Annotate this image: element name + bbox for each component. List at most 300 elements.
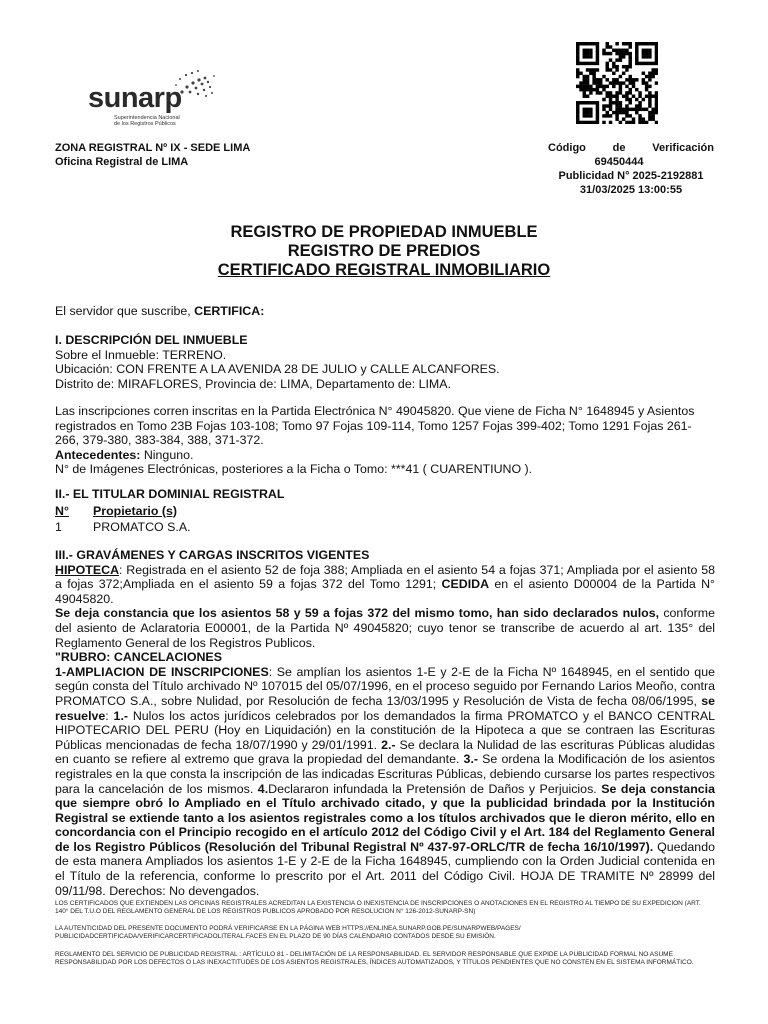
qr-module bbox=[619, 111, 622, 114]
header-left bbox=[55, 141, 250, 169]
qr-module bbox=[645, 121, 648, 124]
qr-module bbox=[576, 72, 579, 75]
qr-module bbox=[615, 101, 618, 104]
owner-col-name: Propietario (s) bbox=[93, 503, 177, 518]
qr-module bbox=[589, 42, 592, 45]
qr-module bbox=[625, 68, 628, 71]
qr-module bbox=[632, 108, 635, 111]
qr-module bbox=[645, 81, 648, 84]
qr-module bbox=[622, 111, 625, 114]
item-2-number: 2.- bbox=[381, 737, 396, 752]
qr-module bbox=[586, 121, 589, 124]
qr-module bbox=[609, 81, 612, 84]
qr-module bbox=[576, 68, 579, 71]
qr-module bbox=[628, 88, 631, 91]
qr-module bbox=[642, 78, 645, 81]
antecedentes-value: Ninguno. bbox=[140, 447, 194, 462]
qr-module bbox=[615, 108, 618, 111]
qr-module bbox=[625, 78, 628, 81]
qr-module bbox=[625, 114, 628, 117]
qr-module bbox=[583, 101, 586, 104]
ampliacion-text-4: Se declara la Nulidad de las escrituras Públicas aludidas en cuanto se refiere al extremo que grava la propiedad del demandante. bbox=[55, 737, 715, 767]
qr-module bbox=[619, 121, 622, 124]
qr-module bbox=[596, 101, 599, 104]
qr-module bbox=[583, 81, 586, 84]
qr-module bbox=[576, 104, 579, 107]
qr-module bbox=[609, 98, 612, 101]
qr-module bbox=[625, 111, 628, 114]
resuelve-label: se resuelve bbox=[55, 693, 715, 723]
qr-module bbox=[592, 72, 595, 75]
qr-module bbox=[635, 52, 638, 55]
qr-module bbox=[632, 94, 635, 97]
qr-module bbox=[609, 91, 612, 94]
ubicacion-line: Ubicación: CON FRENTE A LA AVENIDA 28 DE JULIO y CALLE ALCANFORES. bbox=[55, 362, 500, 377]
qr-module bbox=[596, 78, 599, 81]
ampliacion-text-2: : bbox=[105, 708, 114, 723]
qr-module bbox=[638, 104, 641, 107]
footer-note-3: REGLAMENTO DEL SERVICIO DE PUBLICIDAD REGISTRAL : ARTÍCULO 81 - DELIMITACIÓN DE LA RESPONSABILIDAD. EL SERVIDOR RESPONSABLE QUE EXPIDE LA PUBLICIDAD FORMAL NO ASUME RESPONSABILIDAD POR LOS DEFECTOS O LAS INEXACTITUDES DE LOS ASIENTOS REGISTRALES, ÍNDICES AUTOMATIZADOS, Y TÍTULOS PENDIENTES QUE NO CONSTEN EN EL SISTEMA INFORMÁTICO. bbox=[55, 951, 694, 967]
qr-module bbox=[615, 94, 618, 97]
qr-module bbox=[625, 91, 628, 94]
qr-module bbox=[576, 75, 579, 78]
issue-datetime: 31/03/2025 13:00:55 bbox=[579, 184, 683, 196]
intro-certifica: CERTIFICA: bbox=[194, 304, 265, 318]
qr-module bbox=[648, 78, 651, 81]
qr-module bbox=[576, 49, 579, 52]
qr-module bbox=[602, 85, 605, 88]
qr-module bbox=[625, 49, 628, 52]
qr-module bbox=[655, 72, 658, 75]
qr-module bbox=[632, 117, 635, 120]
qr-module bbox=[655, 58, 658, 61]
qr-module bbox=[645, 94, 648, 97]
qr-module bbox=[619, 108, 622, 111]
qr-module bbox=[651, 62, 654, 65]
qr-module bbox=[606, 91, 609, 94]
qr-module bbox=[655, 52, 658, 55]
qr-module bbox=[628, 114, 631, 117]
qr-module bbox=[645, 108, 648, 111]
publicidad-number: Publicidad N° 2025-2192881 bbox=[558, 170, 704, 182]
qr-module bbox=[579, 62, 582, 65]
de-label: de bbox=[612, 142, 626, 154]
qr-module bbox=[628, 58, 631, 61]
footer-note-1: LOS CERTIFICADOS QUE EXTIENDEN LAS OFICINAS REGISTRALES ACREDITAN LA EXISTENCIA O INEXISTENCIA DE INSCRIPCIONES O ANOTACIONES EN EL REGISTRO AL TIEMPO DE SU EXPEDICION (ART. 140° DEL T.U.O DEL REGLAMENTO GENERAL DE LOS REGISTROS PUBLICOS APROBADO POR RESOLUCION N° 126-2012-SUNARP-SN) bbox=[55, 900, 701, 916]
qr-module bbox=[609, 114, 612, 117]
qr-module bbox=[596, 81, 599, 84]
qr-module bbox=[628, 42, 631, 45]
qr-module bbox=[583, 111, 586, 114]
constancia-text: conforme del asiento de Aclaratoria E00001, de la Partida Nº 49045820; cuyo tenor se transcribe de acuerdo al art. 135° del Reglamento General de los Registros Publicos. bbox=[55, 606, 715, 650]
qr-module bbox=[648, 55, 651, 58]
qr-module bbox=[589, 55, 592, 58]
qr-module bbox=[638, 62, 641, 65]
qr-module bbox=[632, 121, 635, 124]
qr-module bbox=[645, 75, 648, 78]
qr-module bbox=[625, 104, 628, 107]
qr-module bbox=[655, 101, 658, 104]
qr-module bbox=[628, 101, 631, 104]
qr-module bbox=[589, 114, 592, 117]
qr-module bbox=[596, 121, 599, 124]
qr-module bbox=[596, 111, 599, 114]
qr-module bbox=[619, 91, 622, 94]
qr-module bbox=[592, 88, 595, 91]
qr-module bbox=[596, 114, 599, 117]
qr-module bbox=[648, 49, 651, 52]
qr-module bbox=[619, 85, 622, 88]
qr-module bbox=[632, 78, 635, 81]
qr-module bbox=[612, 81, 615, 84]
rubro-line: "RUBRO: CANCELACIONES bbox=[55, 650, 222, 665]
qr-module bbox=[576, 45, 579, 48]
owner-name: PROMATCO S.A. bbox=[93, 520, 191, 535]
qr-module bbox=[615, 68, 618, 71]
qr-module bbox=[615, 78, 618, 81]
qr-module bbox=[622, 108, 625, 111]
ampliacion-text-3: Nulos los actos jurídicos celebrados por los demandados la firma PROMATCO y el BANCO CENTRAL HIPOTECARIO DEL PERU (Hoy en Liquidación) en la constitución de la Hipoteca a que se contraen las Escrituras Públicas mencionadas de fecha 18/07/1990 y 29/01/1991. bbox=[55, 708, 715, 752]
qr-module bbox=[589, 49, 592, 52]
qr-module bbox=[615, 65, 618, 68]
qr-module bbox=[642, 98, 645, 101]
qr-module bbox=[596, 42, 599, 45]
qr-module bbox=[583, 121, 586, 124]
qr-module bbox=[642, 62, 645, 65]
qr-module bbox=[651, 94, 654, 97]
qr-module bbox=[648, 94, 651, 97]
qr-module bbox=[635, 55, 638, 58]
qr-module bbox=[625, 85, 628, 88]
qr-module bbox=[606, 68, 609, 71]
qr-module bbox=[635, 88, 638, 91]
qr-module bbox=[622, 81, 625, 84]
qr-module bbox=[583, 62, 586, 65]
qr-module bbox=[576, 52, 579, 55]
qr-module bbox=[612, 49, 615, 52]
qr-module bbox=[619, 104, 622, 107]
qr-module bbox=[576, 121, 579, 124]
qr-module bbox=[638, 114, 641, 117]
qr-module bbox=[655, 81, 658, 84]
qr-module bbox=[576, 114, 579, 117]
owner-row bbox=[55, 520, 715, 535]
qr-module bbox=[583, 94, 586, 97]
qr-module bbox=[596, 45, 599, 48]
qr-module bbox=[609, 101, 612, 104]
section-titular bbox=[55, 487, 715, 535]
qr-module bbox=[596, 49, 599, 52]
header-right bbox=[548, 141, 714, 197]
item-3-number: 3.- bbox=[463, 752, 479, 767]
qr-module bbox=[596, 85, 599, 88]
qr-module bbox=[642, 81, 645, 84]
qr-module bbox=[579, 85, 582, 88]
qr-module bbox=[589, 121, 592, 124]
qr-module bbox=[576, 101, 579, 104]
qr-module bbox=[586, 108, 589, 111]
qr-module bbox=[609, 121, 612, 124]
qr-module bbox=[635, 111, 638, 114]
qr-module bbox=[612, 94, 615, 97]
qr-module bbox=[596, 108, 599, 111]
qr-module bbox=[576, 111, 579, 114]
qr-module bbox=[602, 104, 605, 107]
qr-module bbox=[615, 111, 618, 114]
qr-module bbox=[651, 72, 654, 75]
hipoteca-paragraph bbox=[55, 563, 715, 607]
sunarp-logo bbox=[84, 66, 214, 127]
qr-module bbox=[615, 81, 618, 84]
qr-module bbox=[612, 78, 615, 81]
qr-module bbox=[579, 72, 582, 75]
qr-module bbox=[645, 52, 648, 55]
qr-module bbox=[606, 104, 609, 107]
qr-module bbox=[622, 52, 625, 55]
qr-module bbox=[615, 42, 618, 45]
qr-module bbox=[655, 98, 658, 101]
qr-module bbox=[635, 104, 638, 107]
qr-module bbox=[635, 98, 638, 101]
qr-module bbox=[655, 104, 658, 107]
qr-module bbox=[589, 52, 592, 55]
qr-module bbox=[645, 55, 648, 58]
qr-module bbox=[612, 62, 615, 65]
qr-module bbox=[655, 42, 658, 45]
qr-module bbox=[596, 117, 599, 120]
qr-module bbox=[583, 91, 586, 94]
qr-module bbox=[589, 62, 592, 65]
oficina-registral: Oficina Registral de LIMA bbox=[55, 156, 189, 168]
qr-module bbox=[648, 42, 651, 45]
qr-module bbox=[589, 72, 592, 75]
qr-module bbox=[625, 65, 628, 68]
qr-module bbox=[609, 52, 612, 55]
qr-module bbox=[645, 62, 648, 65]
section-description bbox=[55, 333, 715, 391]
qr-module bbox=[635, 108, 638, 111]
qr-module bbox=[622, 55, 625, 58]
qr-module bbox=[648, 114, 651, 117]
qr-module bbox=[602, 49, 605, 52]
ampliacion-text-7: Quedando de esta manera Ampliados los asientos 1-E y 2-E de la Ficha 1648945, cumpliendo con la Orden Judicial contenida en el Título de la referencia, conforme lo prescrito por el Art. 2011 del Código Civil. HOJA DE TRAMITE Nº 28999 del 09/11/98. Derechos: No devengados. bbox=[55, 839, 715, 898]
qr-module bbox=[628, 55, 631, 58]
qr-module bbox=[589, 91, 592, 94]
qr-module bbox=[622, 65, 625, 68]
qr-module bbox=[615, 104, 618, 107]
qr-module bbox=[628, 52, 631, 55]
qr-module bbox=[586, 114, 589, 117]
qr-module bbox=[596, 88, 599, 91]
verification-label-row bbox=[548, 141, 714, 155]
qr-module bbox=[612, 72, 615, 75]
qr-module bbox=[576, 42, 579, 45]
qr-module bbox=[655, 62, 658, 65]
qr-module bbox=[589, 111, 592, 114]
qr-module bbox=[576, 62, 579, 65]
qr-module bbox=[576, 58, 579, 61]
qr-module bbox=[635, 78, 638, 81]
section-2-heading: II.- EL TITULAR DOMINIAL REGISTRAL bbox=[55, 487, 285, 501]
qr-module bbox=[628, 45, 631, 48]
qr-module bbox=[619, 52, 622, 55]
qr-code-icon bbox=[576, 42, 658, 124]
cedida-text: en el asiento D00004 de la Partida N° 49045820. bbox=[55, 577, 715, 606]
inscripciones-text: Las inscripciones corren inscritas en la Partida Electrónica N° 49045820. Que viene de Ficha N° 1648945 y Asientos registrados en Tomo 23B Fojas 103-108; Tomo 97 Fojas 109-114, Tomo 1257 Fojas 399-402; Tomo 1291 Fojas 261-266, 379-380, 383-384, 388, 371-372. bbox=[55, 404, 695, 448]
qr-module bbox=[589, 88, 592, 91]
qr-module bbox=[615, 91, 618, 94]
qr-module bbox=[619, 75, 622, 78]
qr-module bbox=[583, 55, 586, 58]
qr-module bbox=[579, 88, 582, 91]
qr-module bbox=[592, 121, 595, 124]
qr-module bbox=[635, 45, 638, 48]
qr-module bbox=[576, 108, 579, 111]
qr-module bbox=[583, 75, 586, 78]
qr-module bbox=[576, 117, 579, 120]
qr-module bbox=[615, 117, 618, 120]
qr-module bbox=[615, 114, 618, 117]
qr-module bbox=[655, 49, 658, 52]
qr-module bbox=[609, 58, 612, 61]
qr-module bbox=[625, 42, 628, 45]
qr-module bbox=[583, 88, 586, 91]
hipoteca-label: HIPOTECA bbox=[55, 562, 120, 577]
qr-module bbox=[599, 81, 602, 84]
qr-module bbox=[589, 101, 592, 104]
logo-subtitle-1: Superintendencia Nacional bbox=[114, 115, 180, 121]
qr-module bbox=[583, 85, 586, 88]
verification-code: 69450444 bbox=[594, 156, 644, 168]
qr-module bbox=[615, 58, 618, 61]
qr-module bbox=[638, 121, 641, 124]
qr-module bbox=[655, 108, 658, 111]
qr-module bbox=[622, 42, 625, 45]
constancia-bold: Se deja constancia que los asientos 58 y 59 a fojas 372 del mismo tomo, han sido declarados nulos, bbox=[55, 606, 660, 621]
qr-module bbox=[642, 117, 645, 120]
qr-module bbox=[606, 62, 609, 65]
qr-module bbox=[628, 108, 631, 111]
qr-module bbox=[645, 85, 648, 88]
qr-module bbox=[579, 101, 582, 104]
qr-module bbox=[596, 52, 599, 55]
qr-module bbox=[609, 104, 612, 107]
section-gravamenes bbox=[55, 548, 715, 898]
qr-module bbox=[596, 68, 599, 71]
qr-module bbox=[606, 78, 609, 81]
qr-module bbox=[625, 52, 628, 55]
distrito-line: Distrito de: MIRAFLORES, Provincia de: LIMA, Departamento de: LIMA. bbox=[55, 376, 451, 391]
qr-module bbox=[628, 81, 631, 84]
qr-module bbox=[648, 75, 651, 78]
qr-module bbox=[619, 58, 622, 61]
qr-module bbox=[586, 88, 589, 91]
zona-registral: ZONA REGISTRAL Nº IX - SEDE LIMA bbox=[55, 142, 251, 154]
qr-module bbox=[576, 55, 579, 58]
qr-module bbox=[586, 111, 589, 114]
qr-module bbox=[651, 75, 654, 78]
ampliacion-bold-note: Se deja constancia que siempre obró lo Ampliado en el Título archivado citado, y que la publicidad brindada por la Institución Registral se extiende tanto a los asientos registrales como a los títulos archivados que le dieron mérito, ello en concordancia con el Principio recogido en el artículo 2012 del Código Civil y el Art. 184 del Reglamento General de los Registro Públicos (Resolución del Tribunal Registral Nº 437-97-ORLC/TR de fecha 16/10/1997). bbox=[55, 781, 715, 854]
constancia-paragraph bbox=[55, 606, 715, 650]
antecedentes-line bbox=[55, 448, 715, 463]
qr-module bbox=[592, 62, 595, 65]
item-1-number: 1.- bbox=[113, 708, 129, 723]
qr-module bbox=[619, 49, 622, 52]
qr-module bbox=[655, 91, 658, 94]
qr-module bbox=[579, 121, 582, 124]
qr-module bbox=[589, 68, 592, 71]
qr-module bbox=[648, 91, 651, 94]
qr-module bbox=[628, 78, 631, 81]
title-2: REGISTRO DE PREDIOS bbox=[287, 242, 481, 260]
qr-module bbox=[602, 88, 605, 91]
qr-module bbox=[602, 98, 605, 101]
qr-module bbox=[602, 52, 605, 55]
qr-module bbox=[583, 114, 586, 117]
qr-module bbox=[619, 81, 622, 84]
qr-module bbox=[583, 49, 586, 52]
qr-module bbox=[625, 94, 628, 97]
qr-module bbox=[635, 42, 638, 45]
qr-module bbox=[612, 85, 615, 88]
qr-module bbox=[586, 78, 589, 81]
qr-module bbox=[638, 101, 641, 104]
qr-module bbox=[651, 111, 654, 114]
title-1: REGISTRO DE PROPIEDAD INMUEBLE bbox=[230, 223, 538, 241]
footer-note-2: LA AUTENTICIDAD DEL PRESENTE DOCUMENTO PODRÁ VERIFICARSE EN LA PÁGINA WEB HTTPS://ENLINEA.SUNARP.GOB.PE/SUNARPWEB/PAGES/ PUBLICIDADCERTIFICADA/VERIFICARCERTIFICADOLITERAL.FACES EN EL PLAZO DE 90 DÍAS CALENDARIO CONTADOS DESDE SU EMISIÓN. bbox=[55, 925, 521, 941]
qr-module bbox=[651, 42, 654, 45]
qr-module bbox=[622, 117, 625, 120]
qr-module bbox=[638, 94, 641, 97]
qr-module bbox=[619, 88, 622, 91]
qr-module bbox=[606, 111, 609, 114]
qr-module bbox=[648, 117, 651, 120]
qr-module bbox=[642, 52, 645, 55]
qr-module bbox=[606, 94, 609, 97]
ampliacion-text-5: Se ordena la Modificación de los asientos registrales en la que consta la inscripción de las indicadas Escrituras Públicas, debiendo cursarse los partes respectivos para la cancelación de los mismos. bbox=[55, 752, 715, 796]
inscripciones-block bbox=[55, 404, 715, 477]
qr-module bbox=[596, 104, 599, 107]
inmueble-line: Sobre el Inmueble: TERRENO. bbox=[55, 347, 227, 362]
qr-module bbox=[586, 94, 589, 97]
qr-module bbox=[625, 98, 628, 101]
qr-module bbox=[586, 85, 589, 88]
logo-subtitle-2: de los Registros Públicos bbox=[114, 121, 176, 127]
qr-module bbox=[642, 72, 645, 75]
qr-module bbox=[586, 55, 589, 58]
qr-module bbox=[648, 104, 651, 107]
qr-module bbox=[606, 114, 609, 117]
qr-module bbox=[592, 75, 595, 78]
qr-module bbox=[628, 75, 631, 78]
qr-module bbox=[602, 108, 605, 111]
qr-module bbox=[635, 62, 638, 65]
qr-module bbox=[583, 52, 586, 55]
qr-module bbox=[648, 111, 651, 114]
qr-module bbox=[648, 98, 651, 101]
qr-module bbox=[615, 49, 618, 52]
qr-module bbox=[615, 98, 618, 101]
qr-module bbox=[651, 114, 654, 117]
qr-module bbox=[651, 108, 654, 111]
ampliacion-label: 1-AMPLIACION DE INSCRIPCIONES bbox=[55, 664, 269, 679]
cedida-label: CEDIDA bbox=[441, 577, 490, 592]
qr-module bbox=[632, 81, 635, 84]
qr-module bbox=[606, 52, 609, 55]
qr-module bbox=[579, 81, 582, 84]
qr-module bbox=[642, 42, 645, 45]
qr-module bbox=[628, 65, 631, 68]
